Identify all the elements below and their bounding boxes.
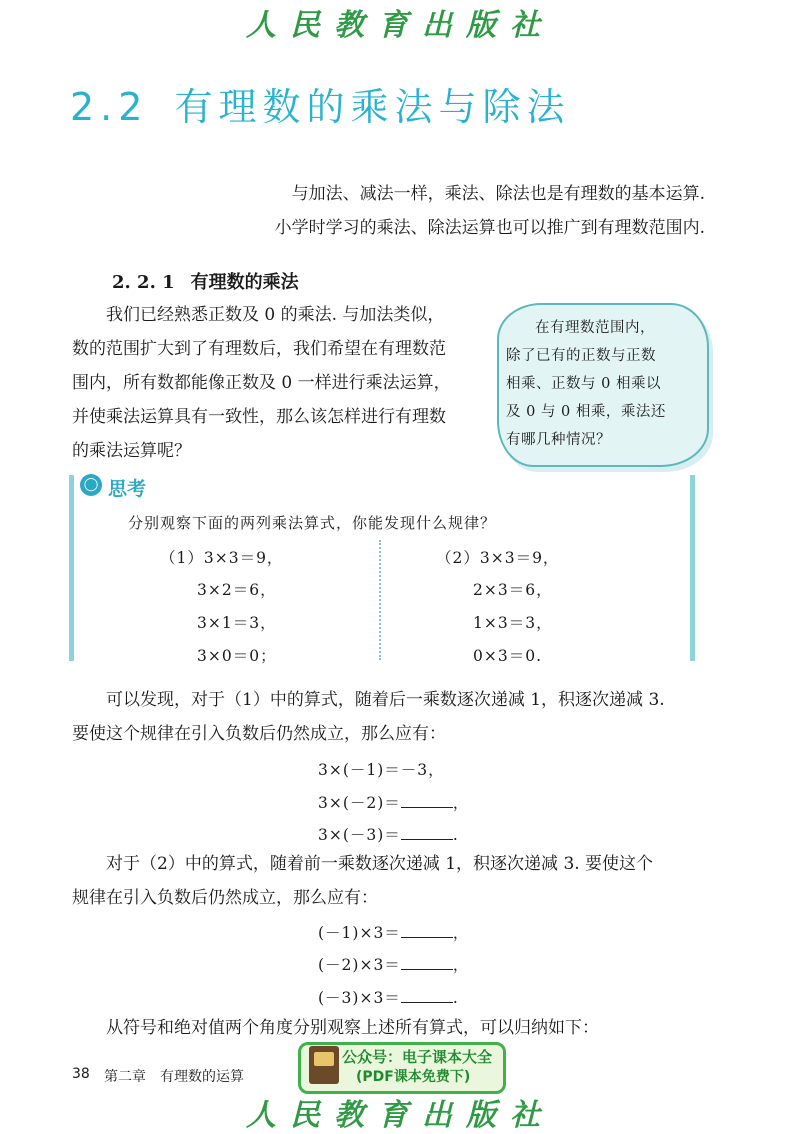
section-title-text: 有理数的乘法与除法 <box>174 85 571 129</box>
watermark-line-2: (PDF课本免费下) <box>356 1069 471 1085</box>
left-equation-1: （1）3×3＝9， <box>160 549 284 567</box>
equation-a3-lhs: 3×(－3)＝ <box>318 826 401 844</box>
callout-line: 及 0 与 0 相乘，乘法还 <box>506 404 666 420</box>
para2-line: 可以发现，对于（1）中的算式，随着后一乘数逐次递减 1，积逐次递减 3. <box>106 690 665 710</box>
callout-line: 在有理数范围内， <box>535 320 655 336</box>
equation-b1-end: ， <box>452 924 470 942</box>
para1-line: 我们已经熟悉正数及 0 的乘法. 与加法类似， <box>106 305 445 325</box>
subsection-title: 有理数的乘法 <box>190 272 299 293</box>
section-title <box>70 76 570 131</box>
para1-line: 并使乘法运算具有一致性，那么该怎样进行有理数 <box>72 407 446 427</box>
page-number: 38 <box>72 1066 90 1082</box>
equation-a1: 3×(－1)＝－3， <box>318 761 445 779</box>
answer-blank[interactable] <box>401 793 453 808</box>
callout-line: 有哪几种情况？ <box>506 432 611 448</box>
equation-a3 <box>318 823 459 845</box>
watermark-line-1: 公众号：电子课本大全 <box>342 1048 493 1066</box>
intro-line-1: 与加法、减法一样，乘法、除法也是有理数的基本运算. <box>291 184 705 204</box>
think-prompt: 分别观察下面的两列乘法算式，你能发现什么规律？ <box>128 514 497 532</box>
para1-line: 数的范围扩大到了有理数后，我们希望在有理数范 <box>72 339 446 359</box>
equation-a2-lhs: 3×(－2)＝ <box>318 794 401 812</box>
callout-text <box>506 314 696 454</box>
paragraph-4 <box>72 1011 712 1045</box>
para1-line: 围内，所有数都能像正数及 0 一样进行乘法运算， <box>72 373 451 393</box>
para3-line: 对于（2）中的算式，随着前一乘数逐次递减 1，积逐次递减 3. 要使这个 <box>106 854 654 874</box>
equation-a2-end: ， <box>452 794 470 812</box>
callout-line: 除了已有的正数与正数 <box>506 348 656 364</box>
chapter-label: 第二章 有理数的运算 <box>104 1069 244 1085</box>
lightbulb-icon: ◯ <box>80 474 102 496</box>
equation-b2-end: ， <box>452 956 470 974</box>
equation-b3 <box>318 986 459 1008</box>
para1-line: 的乘法运算呢？ <box>72 441 191 461</box>
equation-b2 <box>318 953 469 975</box>
intro-paragraph <box>120 177 705 245</box>
paragraph-3 <box>72 847 712 915</box>
right-equation-2: 2×3＝6， <box>473 581 553 599</box>
equation-a3-end: . <box>452 826 459 844</box>
publisher-footer: 人民教育出版社 <box>246 1098 554 1133</box>
answer-blank[interactable] <box>401 955 453 970</box>
think-label: 思考 <box>108 478 147 500</box>
publisher-header: 人民教育出版社 <box>246 8 554 43</box>
book-icon <box>309 1046 339 1084</box>
subsection-heading <box>112 268 299 294</box>
answer-blank[interactable] <box>401 988 453 1003</box>
equation-b3-lhs: (－3)×3＝ <box>318 989 401 1007</box>
paragraph-1 <box>72 298 482 468</box>
equation-b1 <box>318 921 469 943</box>
left-equation-2: 3×2＝6， <box>197 581 277 599</box>
paragraph-2 <box>72 683 712 751</box>
equation-b2-lhs: (－2)×3＝ <box>318 956 401 974</box>
equation-b3-end: . <box>452 989 459 1007</box>
answer-blank[interactable] <box>401 923 453 938</box>
equation-b1-lhs: (－1)×3＝ <box>318 924 401 942</box>
think-box-left-bar <box>69 475 74 661</box>
right-equation-1: （2）3×3＝9， <box>436 549 560 567</box>
right-equation-3: 1×3＝3， <box>473 614 553 632</box>
subsection-number: 2. 2. 1 <box>112 272 175 293</box>
answer-blank[interactable] <box>401 825 453 840</box>
right-equation-4: 0×3＝0. <box>473 647 542 665</box>
para2-line: 要使这个规律在引入负数后仍然成立，那么应有： <box>72 724 446 744</box>
section-number: 2.2 <box>70 85 149 129</box>
para3-line: 规律在引入负数后仍然成立，那么应有： <box>72 888 378 908</box>
think-divider <box>379 540 381 660</box>
left-equation-3: 3×1＝3， <box>197 614 277 632</box>
callout-line: 相乘、正数与 0 相乘以 <box>506 376 661 392</box>
left-equation-4: 3×0＝0； <box>197 647 277 665</box>
think-box-right-bar <box>690 475 695 661</box>
equation-a2 <box>318 791 469 813</box>
para4-line: 从符号和绝对值两个角度分别观察上述所有算式，可以归纳如下： <box>106 1018 599 1038</box>
intro-line-2: 小学时学习的乘法、除法运算也可以推广到有理数范围内. <box>274 218 705 238</box>
